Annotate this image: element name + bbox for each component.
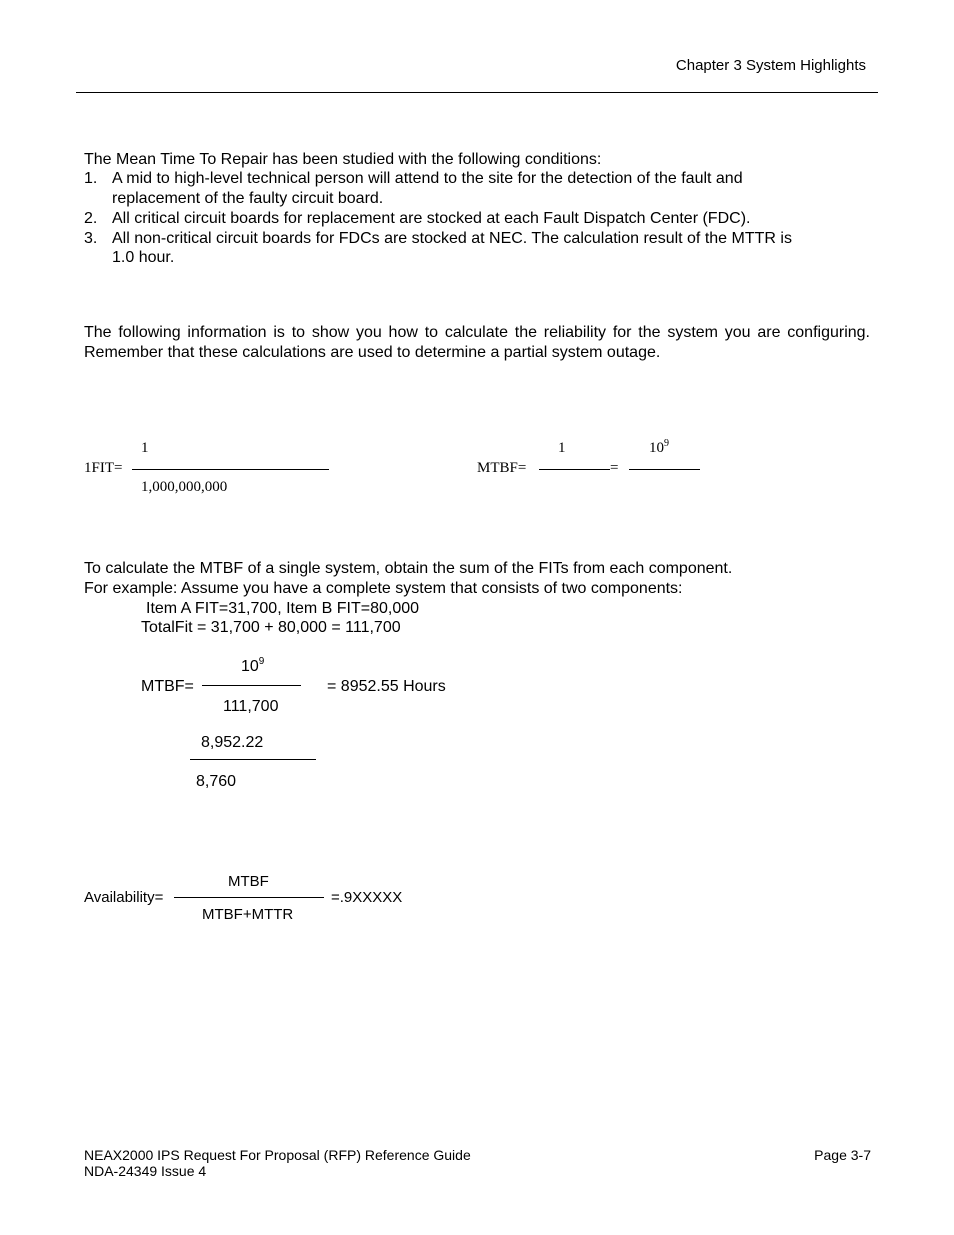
reliability-paragraph: The following information is to show you how to calculate the reliability for the system you are configuring. Remember that these calculations are used to determine a partial system outage. (84, 324, 870, 361)
fit-denominator: 1,000,000,000 (141, 479, 228, 495)
example-mtbf-denominator: 111,700 (223, 698, 279, 715)
mtbf-fraction-bar-1 (539, 469, 610, 470)
list-item-2-line1: All critical circuit boards for replacement are stocked at each Fault Dispatch Center (FDC). (112, 210, 751, 227)
fit-fraction-bar (132, 469, 329, 470)
availability-fraction-bar (174, 897, 324, 898)
example-total: TotalFit = 31,700 + 80,000 = 111,700 (141, 619, 401, 636)
mtbf-label: MTBF= (477, 460, 527, 476)
list-item-1-line2: replacement of the faulty circuit board. (112, 190, 384, 207)
mtbf-numerator-1: 1 (558, 440, 566, 456)
example-items: Item A FIT=31,700, Item B FIT=80,000 (146, 600, 420, 617)
mtbf-equals: = (610, 460, 619, 476)
availability-label: Availability= (84, 889, 164, 906)
availability-denominator: MTBF+MTTR (202, 906, 294, 923)
years-fraction-bar (190, 759, 316, 760)
availability-result: =.9XXXXX (331, 889, 403, 906)
years-numerator: 8,952.22 (201, 734, 264, 751)
list-item-3-num: 3. (84, 230, 98, 247)
availability-numerator: MTBF (228, 873, 269, 890)
list-item-1-line1: A mid to high-level technical person will attend to the site for the detection of the fault and (112, 170, 743, 187)
fit-label: 1FIT= (84, 460, 123, 476)
mttr-intro: The Mean Time To Repair has been studied with the following conditions: (84, 151, 602, 168)
example-mtbf-fraction-bar (202, 685, 301, 686)
mtbf-fraction-bar-2 (629, 469, 700, 470)
chapter-header: Chapter 3 System Highlights (675, 57, 866, 74)
header-rule (76, 92, 878, 93)
list-item-2-num: 2. (84, 210, 98, 227)
footer-page-number: Page 3-7 (814, 1147, 871, 1163)
list-item-1-num: 1. (84, 170, 98, 187)
example-mtbf-numerator: $10^9$ (241, 656, 265, 675)
example-mtbf-label: MTBF= (141, 678, 194, 695)
example-line-2: For example: Assume you have a complete system that consists of two components: (84, 580, 683, 597)
fit-numerator: 1 (141, 440, 149, 456)
footer-doc-number: NDA-24349 Issue 4 (84, 1163, 207, 1179)
mtbf-numerator-2: $10^9$ (649, 438, 669, 456)
list-item-3-line1: All non-critical circuit boards for FDCs are stocked at NEC. The calculation result of the MTTR is (112, 230, 792, 247)
list-item-3-line2: 1.0 hour. (112, 249, 175, 266)
footer-title: NEAX2000 IPS Request For Proposal (RFP) Reference Guide (84, 1147, 471, 1163)
example-line-1: To calculate the MTBF of a single system, obtain the sum of the FITs from each component. (84, 560, 733, 577)
years-denominator: 8,760 (196, 773, 237, 790)
example-mtbf-result: = 8952.55 Hours (327, 678, 446, 695)
